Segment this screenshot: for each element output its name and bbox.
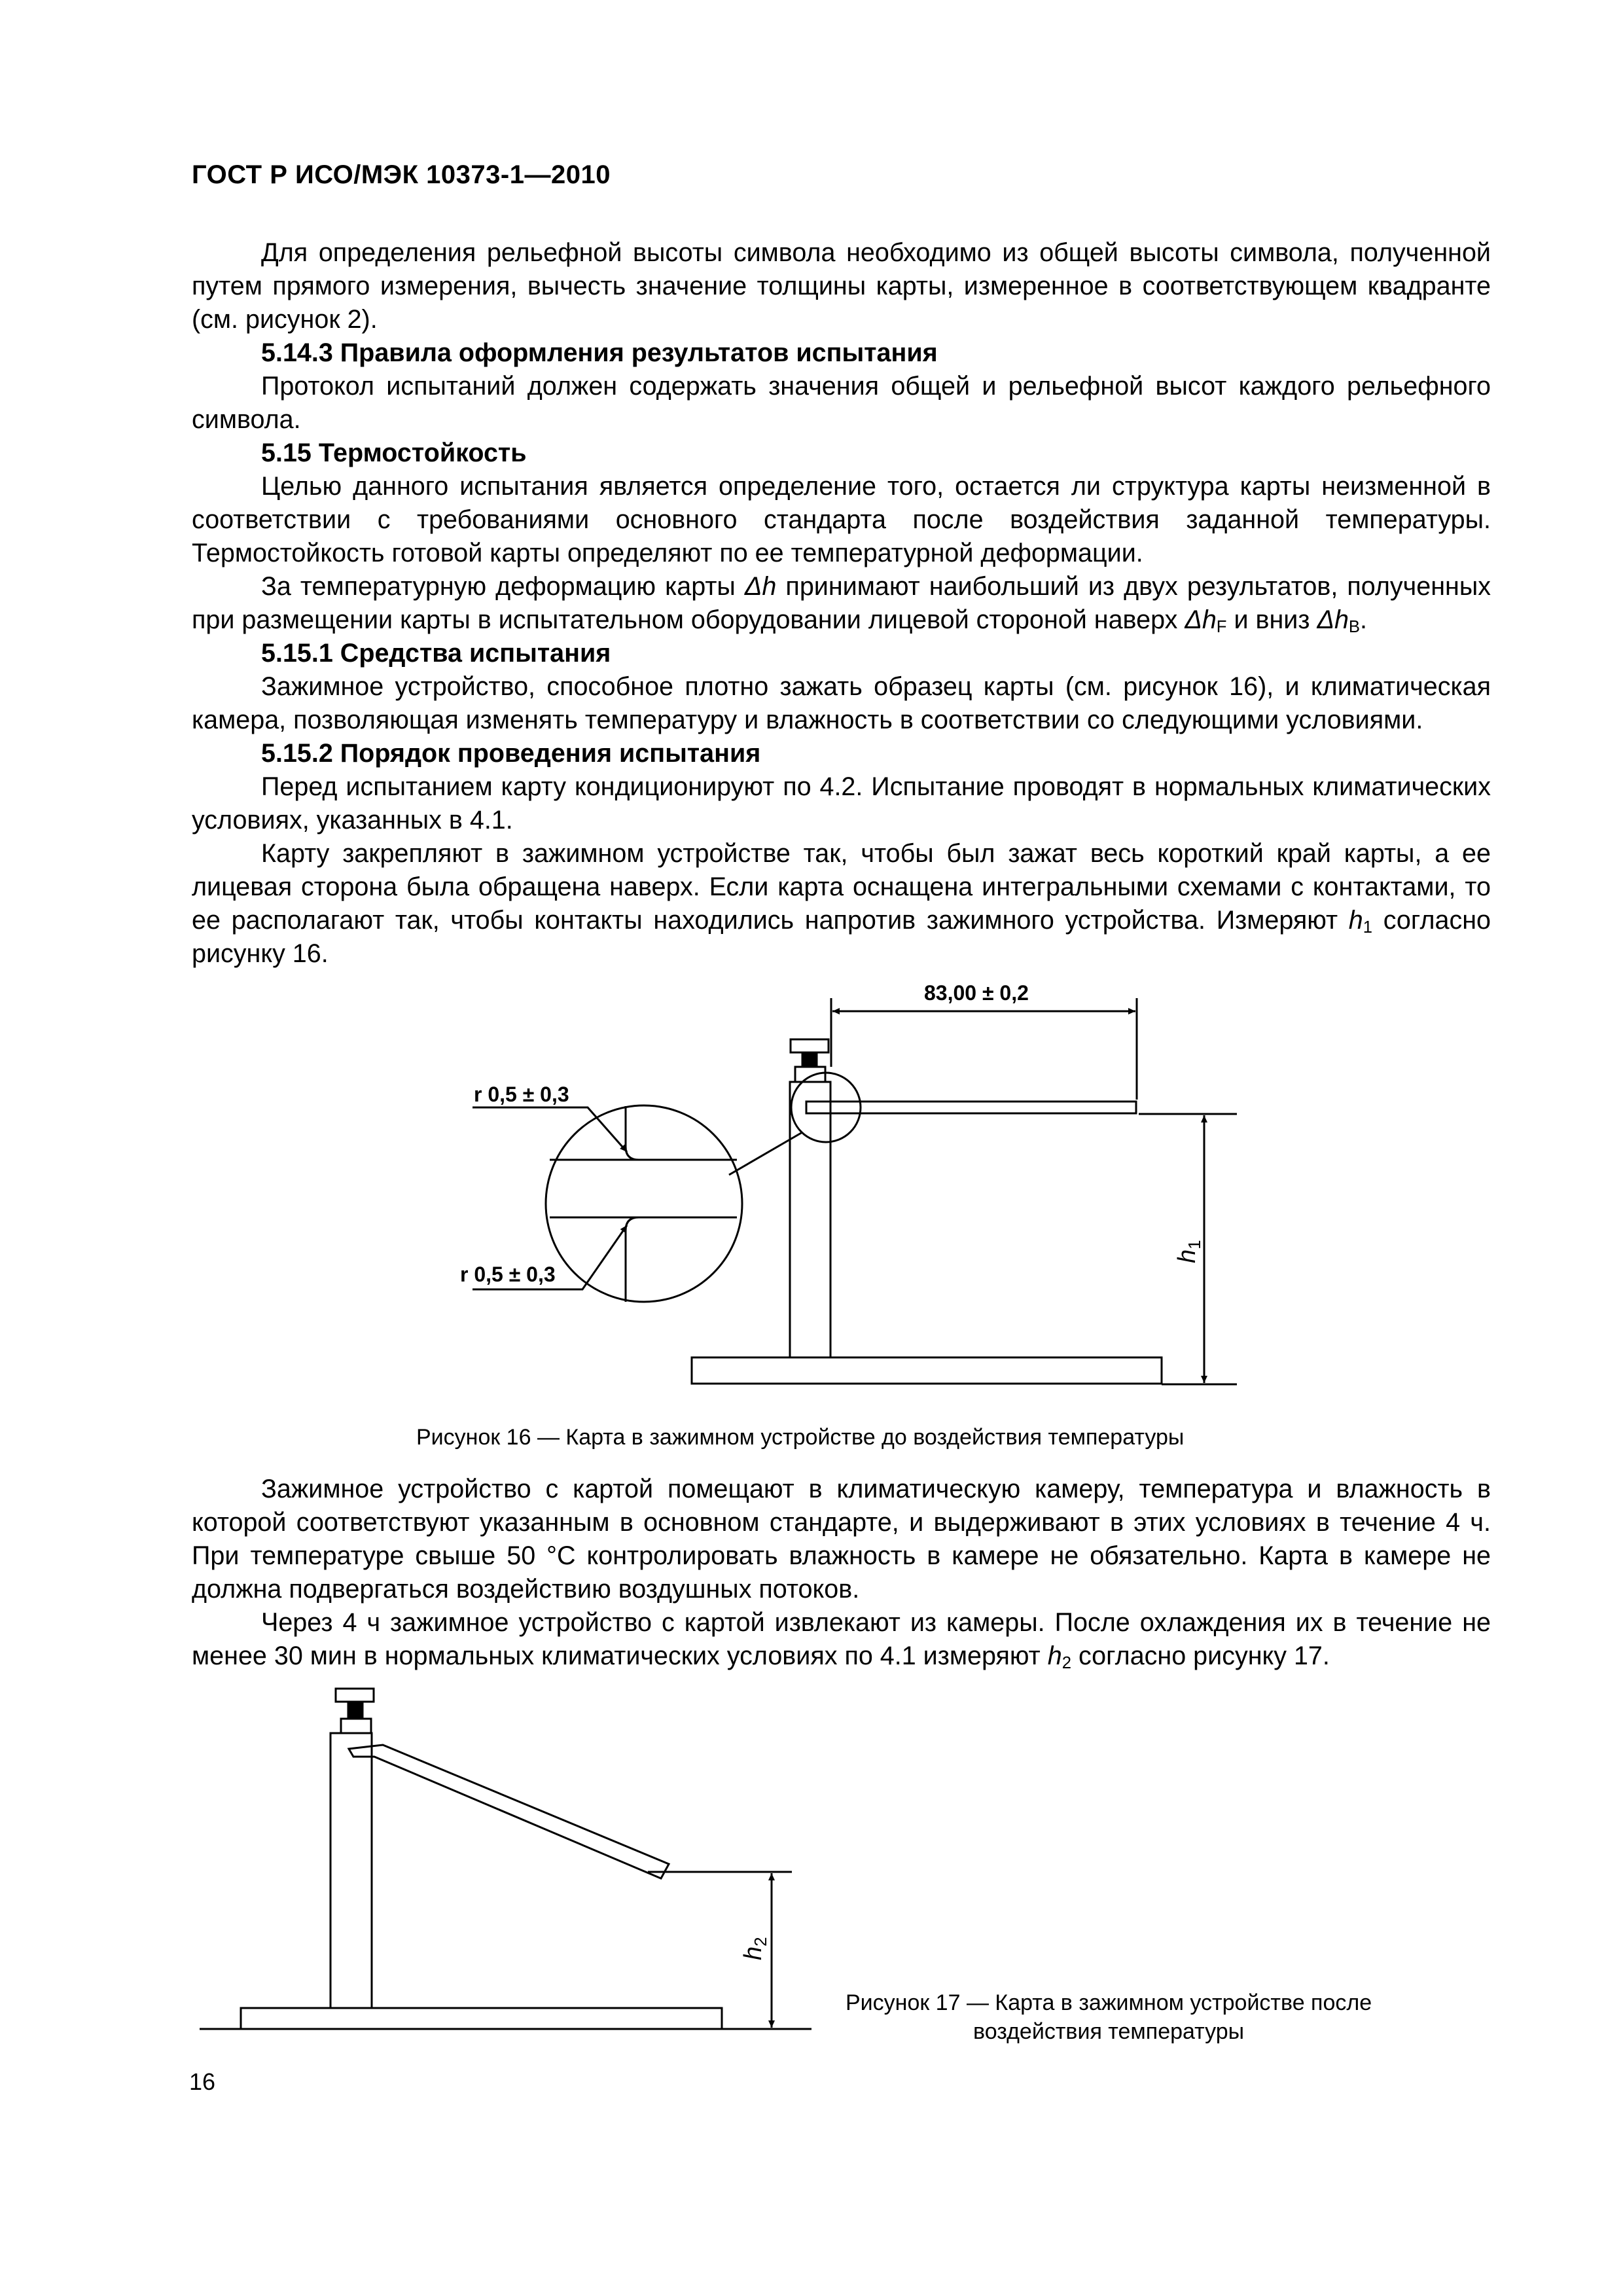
- clamp-jaw: [795, 1067, 825, 1082]
- figure-16-caption: Рисунок 16 — Карта в зажимном устройстве до воздействия температуры: [416, 1425, 1185, 1450]
- clamp-screw: [802, 1052, 817, 1067]
- paragraph-climate-chamber: Зажимное устройство с картой помещают в климатическую камеру, температура и влажность в которой соответствуют указанным в основном стандарте, и выдерживают в этих условиях в течение 4 ч. При температуре свыше 50 °С контролировать влажность в камере не обязательно. Карта в камере не должна подвергаться воздействию воздушных потоков.: [192, 1475, 1491, 1604]
- detail-circle-large: [546, 1105, 742, 1302]
- heading-5-15-2: 5.15.2 Порядок проведения испытания: [261, 739, 761, 768]
- heading-5-15-1: 5.15.1 Средства испытания: [261, 639, 611, 668]
- page-number: 16: [189, 2068, 216, 2095]
- paragraph-before-test: Перед испытанием карту кондиционируют по 4.2. Испытание проводят в нормальных климатических условиях, указанных в 4.1.: [192, 772, 1491, 834]
- card-flat: [806, 1102, 1136, 1113]
- figure-17-caption-line2: воздействия температуры: [973, 2019, 1245, 2044]
- document-header: ГОСТ Р ИСО/МЭК 10373-1—2010: [192, 160, 611, 189]
- figure-17-caption: [846, 1988, 1372, 2046]
- paragraph-test-means: Зажимное устройство, способное плотно зажать образец карты (см. рисунок 16), и климатическая камера, позволяющая изменять температуру и влажность в соответствии со следующими условиями.: [192, 672, 1491, 734]
- paragraph-relief-height: Для определения рельефной высоты символа необходимо из общей высоты символа, полученной путем прямого измерения, вычесть значение толщины карты, измеренное в соответствующем квадранте (см. рисунок 2).: [192, 238, 1491, 334]
- paragraph-protocol: Протокол испытаний должен содержать значения общей и рельефной высот каждого рельефного символа.: [192, 372, 1491, 434]
- radius-label-top: r 0,5 ± 0,3: [474, 1083, 569, 1106]
- clamp-screw-head: [791, 1039, 829, 1052]
- height-label-h1: $h_1$: [1173, 1240, 1204, 1263]
- height-label-h2: $h_2$: [740, 1937, 770, 1960]
- dimension-card-length: 83,00 ± 0,2: [924, 981, 1029, 1005]
- paragraph-test-goal: Целью данного испытания является определение того, остается ли структура карты неизменной в соответствии с требованиями основного стандарта после воздействия заданной температуры. Термостойкость готовой карты определяют по ее температурной деформации.: [192, 472, 1491, 567]
- figure-17-caption-line1: Рисунок 17 — Карта в зажимном устройстве после: [846, 1990, 1372, 2015]
- paragraph-card-fixing: Карту закрепляют в зажимном устройстве так, чтобы был зажат весь короткий край карты, а ее лицевая сторона была обращена наверх. Если карта оснащена интегральными схемами с контактами, то ее располагают так, чтобы контакты находились напротив зажимного устройства. Измеряют $h_1$ согласно рисунку 16.: [192, 839, 1491, 968]
- clamp-base: [692, 1357, 1162, 1384]
- text-block-lower: [192, 1473, 1491, 1673]
- radius-label-bottom: r 0,5 ± 0,3: [460, 1263, 556, 1286]
- heading-5-14-3: 5.14.3 Правила оформления результатов испытания: [261, 338, 938, 367]
- paragraph-after-exposure: Через 4 ч зажимное устройство с картой извлекают из камеры. После охлаждения их в течение не менее 30 мин в нормальных климатических условиях по 4.1 измеряют $h_2$ согласно рисунку 17.: [192, 1608, 1491, 1672]
- paragraph-deformation: За температурную деформацию карты Δh принимают наибольший из двух результатов, полученных при размещении карты в испытательном оборудовании лицевой стороной наверх $\Delta h_F$ и вниз $\Delta h_B$.: [192, 572, 1491, 636]
- detail-leader: [729, 1132, 802, 1175]
- heading-5-15: 5.15 Термостойкость: [261, 439, 527, 467]
